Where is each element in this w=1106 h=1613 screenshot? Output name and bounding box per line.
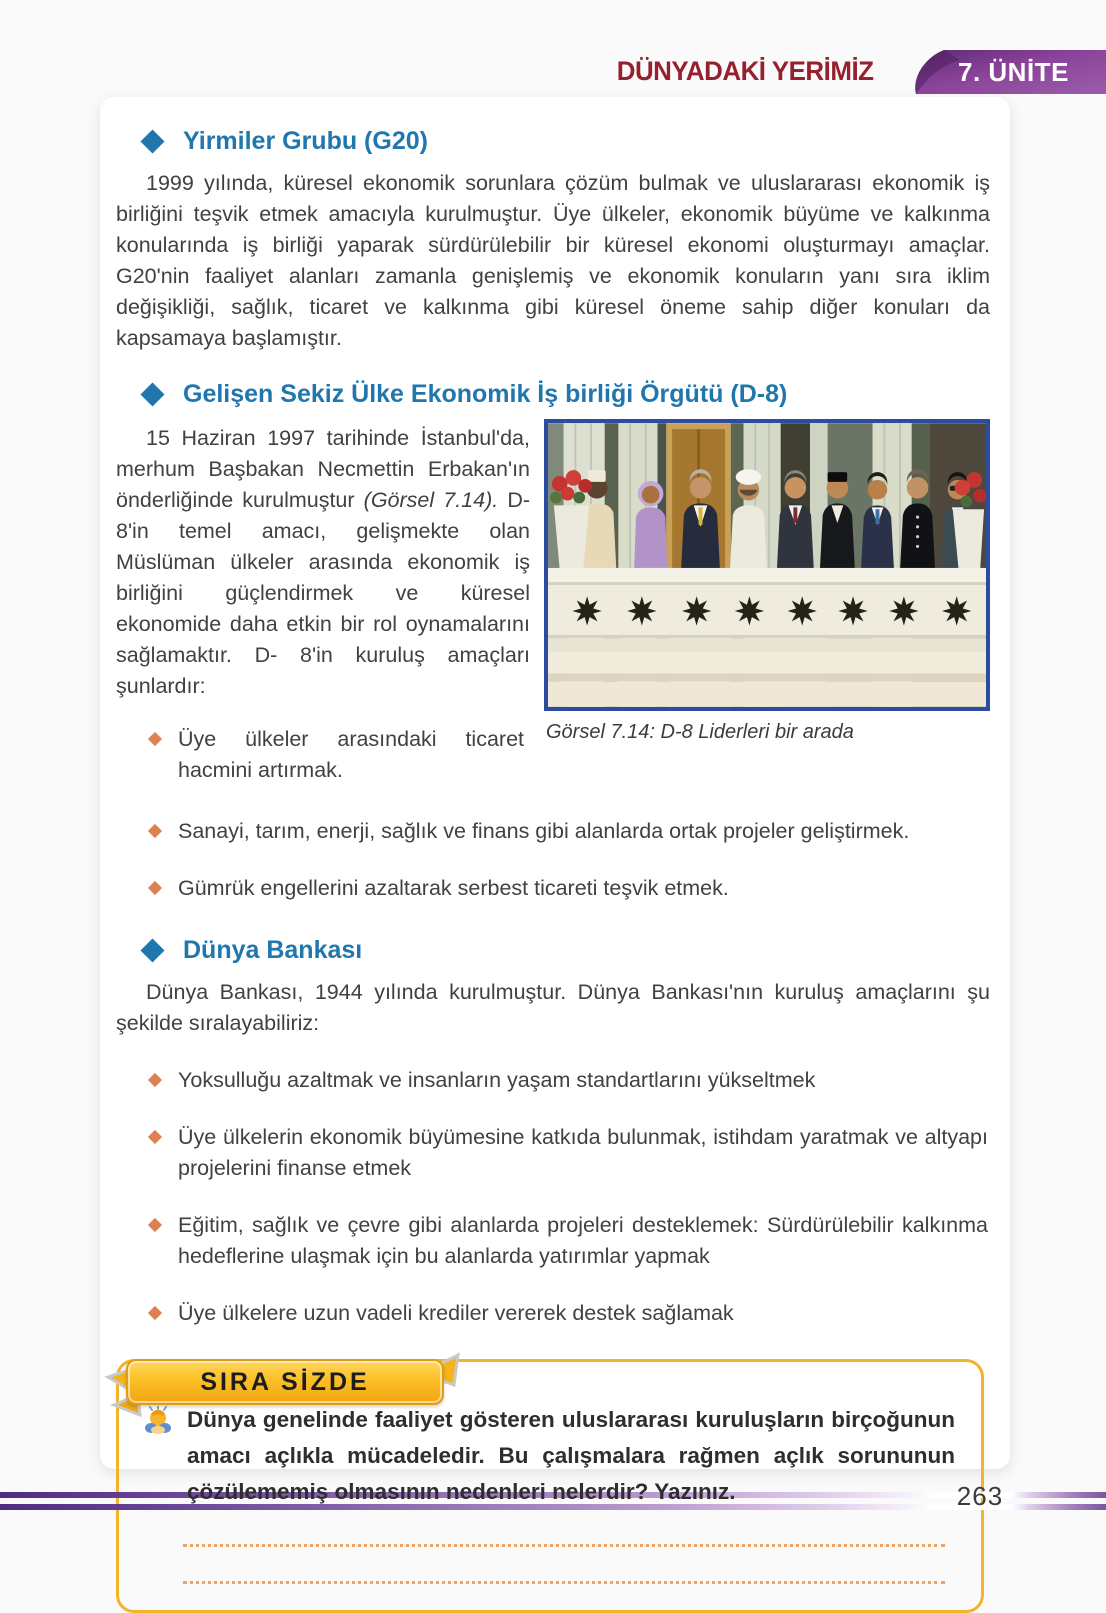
sira-sizde-banner — [126, 1359, 444, 1405]
question-row — [141, 1402, 955, 1510]
answer-line — [183, 1581, 945, 1584]
unit-badge — [900, 50, 1106, 94]
list-item — [150, 724, 524, 786]
d8-leaders-photo-art — [548, 423, 986, 707]
section-title-world-bank — [144, 936, 990, 965]
d8-leaders-photo — [544, 419, 990, 711]
bullet-text: Üye ülkeler arasındaki ticaret hacmini artırmak. — [178, 727, 524, 782]
bowing-person-icon — [143, 1406, 173, 1510]
g20-paragraph: 1999 yılında, küresel ekonomik sorunlara çözüm bulmak ve uluslararası ekonomik iş birliğini teşvik etmek amacıyla kurulmuştur. Üye ülkeler, ekonomik büyüme ve kalkınma konularında iş birliği yaparak sürdürülebilir bir küresel ekonomi oluşturmayı amaçlar. G20'nin faaliyet alanları zamanla genişlemiş ve ekonomik konuların yanı sıra iklim değişikliği, sağlık, ticaret ve kalkınma gibi küresel öneme sahip diğer konuları da kapsamaya başlamıştır. — [116, 171, 990, 350]
d8-figure-column — [544, 419, 990, 786]
answer-line — [183, 1544, 945, 1547]
bullet-text: Üye ülkelerin ekonomik büyümesine katkıda bulunmak, istihdam yaratmak ve altyapı projelerini finanse etmek — [178, 1125, 988, 1180]
d8-text-column — [116, 419, 530, 786]
question-text: Dünya genelinde faaliyet gösteren uluslararası kuruluşların birçoğunun amacı açlıkla mücadeledir. Bu çalışmalara rağmen açlık sorununun çözülememiş olmasının nedenleri nelerdir? Yazınız. — [187, 1407, 955, 1504]
sira-sizde-banner-label: SIRA SİZDE — [200, 1367, 370, 1396]
section-diamond-icon — [140, 129, 164, 153]
bullet-diamond-icon — [148, 1073, 162, 1087]
d8-paragraph-part1: 15 Haziran 1997 tarihinde İstanbul'da, merhum Başbakan Necmettin Erbakan'ın önderliğinde kurulmuştur — [116, 426, 530, 512]
list-item — [150, 816, 990, 847]
section-title-text: Dünya Bankası — [183, 936, 363, 964]
d8-two-column-block — [116, 419, 990, 786]
list-item — [150, 1065, 990, 1096]
d8-paragraph — [116, 423, 530, 702]
d8-paragraph-figure-ref: (Görsel 7.14). — [363, 488, 499, 512]
sira-sizde-activity — [116, 1359, 984, 1613]
world-bank-paragraph: Dünya Bankası, 1944 yılında kurulmuştur. Dünya Bankası'nın kuruluş amaçlarını şu şekilde sıralayabiliriz: — [116, 980, 990, 1035]
section-title-d8 — [144, 380, 990, 409]
section-diamond-icon — [140, 938, 164, 962]
bullet-diamond-icon — [148, 732, 162, 746]
list-item — [150, 1210, 990, 1272]
page-number: 263 — [956, 1481, 1004, 1511]
bullet-diamond-icon — [148, 824, 162, 838]
list-item — [150, 873, 990, 904]
bullet-text: Gümrük engellerini azaltarak serbest ticareti teşvik etmek. — [178, 876, 729, 900]
bullet-text: Eğitim, sağlık ve çevre gibi alanlarda projeleri desteklemek: Sürdürülebilir kalkınma hedeflerine ulaşmak için bu alanlarda yatırımlar yapmak — [178, 1213, 988, 1268]
section-title-g20 — [144, 127, 990, 156]
chapter-title: DÜNYADAKİ YERİMİZ — [617, 56, 874, 86]
list-item — [150, 1298, 990, 1329]
bullet-diamond-icon — [148, 881, 162, 895]
d8-paragraph-part2: D-8'in temel amacı, gelişmekte olan Müslüman ülkeler arasında ekonomik iş birliğini güçlendirmek ve küresel ekonomide daha etkin bir rol oynamalarını sağlamaktır. D- 8'in kuruluş amaçları şunlardır: — [116, 488, 530, 698]
section-title-text: Yirmiler Grubu (G20) — [183, 127, 428, 155]
section-diamond-icon — [140, 382, 164, 406]
bullet-text: Sanayi, tarım, enerji, sağlık ve finans gibi alanlarda ortak projeler geliştirmek. — [178, 819, 910, 843]
section-title-text: Gelişen Sekiz Ülke Ekonomik İş birliği Örgütü (D-8) — [183, 380, 788, 408]
bullet-diamond-icon — [148, 1306, 162, 1320]
bullet-diamond-icon — [148, 1218, 162, 1232]
bullet-text: Üye ülkelere uzun vadeli krediler vererek destek sağlamak — [178, 1301, 734, 1325]
figure-caption: Görsel 7.14: D-8 Liderleri bir arada — [546, 721, 854, 743]
bullet-diamond-icon — [148, 1130, 162, 1144]
list-item — [150, 1122, 990, 1184]
bullet-text: Yoksulluğu azaltmak ve insanların yaşam standartlarını yükseltmek — [178, 1068, 816, 1092]
unit-badge-label: 7. ÜNİTE — [958, 57, 1069, 87]
